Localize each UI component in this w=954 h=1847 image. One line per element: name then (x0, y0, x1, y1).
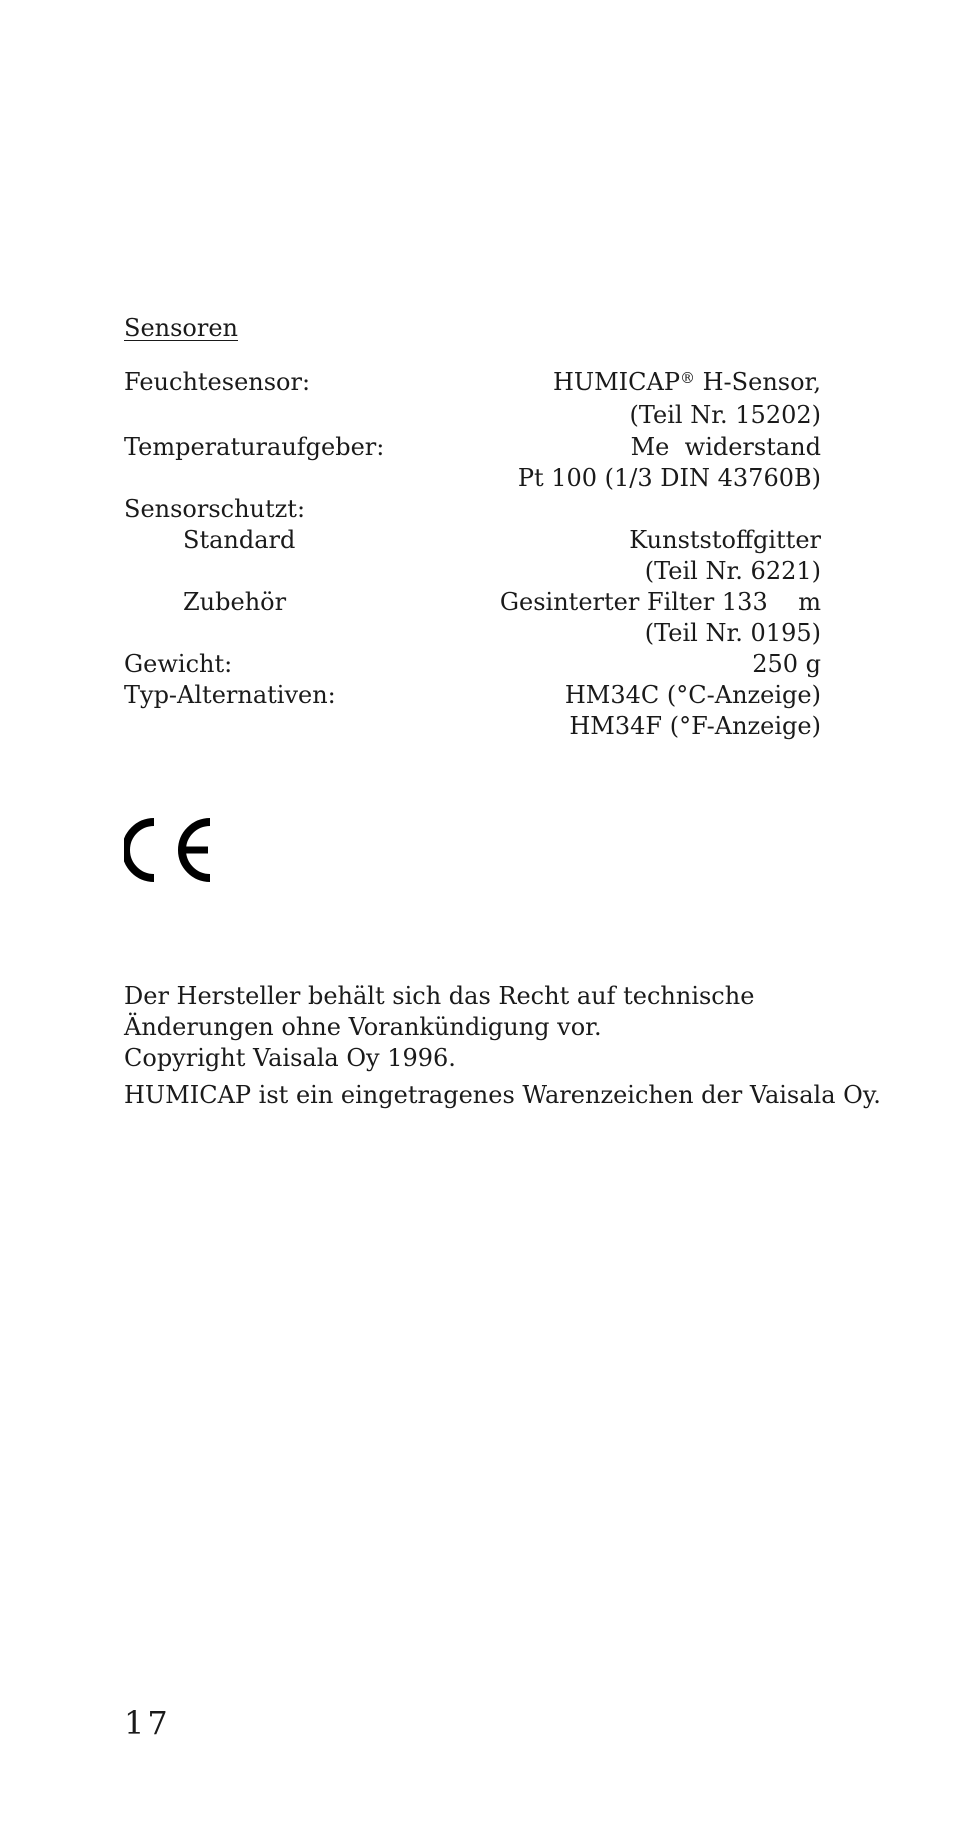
humicap-suffix: H-Sensor, (695, 368, 821, 396)
ce-mark-icon (124, 818, 216, 882)
humicap-name: HUMICAP (552, 368, 680, 396)
spec-value-standard-part: (Teil Nr. 6221) (644, 557, 821, 585)
notice-line-2: Änderungen ohne Vorankündigung vor. (124, 1013, 602, 1041)
spec-value-type-celsius: HM34C (°C-Anzeige) (564, 681, 821, 709)
section-title: Sensoren (124, 314, 238, 342)
registered-mark: ® (680, 369, 695, 387)
spec-row-humidity-sensor (124, 367, 821, 429)
spec-value-weight: 250 g (752, 650, 821, 678)
spec-value-humidity-sensor-part: (Teil Nr. 15202) (629, 401, 821, 429)
spec-row-accessory (124, 587, 821, 649)
trademark-line: HUMICAP ist ein eingetragenes Warenzeichen der Vaisala Oy. (124, 1081, 881, 1109)
spec-label-type-alternatives: Typ-Alternativen: (124, 681, 336, 709)
spec-value-accessory: Gesinterter Filter 133 m (499, 588, 821, 616)
spec-row-sensor-protection (124, 494, 821, 525)
spec-row-weight (124, 649, 821, 680)
spec-label-weight: Gewicht: (124, 650, 233, 678)
copyright-line: Copyright Vaisala Oy 1996. (124, 1044, 456, 1072)
spec-value-type-fahrenheit: HM34F (°F-Anzeige) (569, 712, 821, 740)
notice-line-1: Der Hersteller behält sich das Recht auf technische (124, 982, 755, 1010)
spec-value-temperature-sensor-type: Pt 100 (1/3 DIN 43760B) (517, 464, 821, 492)
spec-value-humidity-sensor (553, 367, 821, 398)
spec-label-accessory: Zubehör (183, 588, 287, 616)
spec-row-standard (124, 525, 821, 587)
spec-value-accessory-part: (Teil Nr. 0195) (644, 619, 821, 647)
page-number: 17 (124, 1704, 171, 1742)
spec-row-type-alternatives (124, 680, 821, 742)
spec-label-sensor-protection: Sensorschutzt: (124, 495, 306, 523)
spec-label-standard: Standard (183, 526, 296, 554)
spec-row-temperature-sensor (124, 432, 821, 494)
spec-label-humidity-sensor: Feuchtesensor: (124, 368, 311, 396)
spec-value-temperature-sensor: Me widerstand (630, 433, 821, 461)
spec-label-temperature-sensor: Temperaturaufgeber: (124, 433, 385, 461)
spec-value-standard: Kunststoffgitter (629, 526, 821, 554)
